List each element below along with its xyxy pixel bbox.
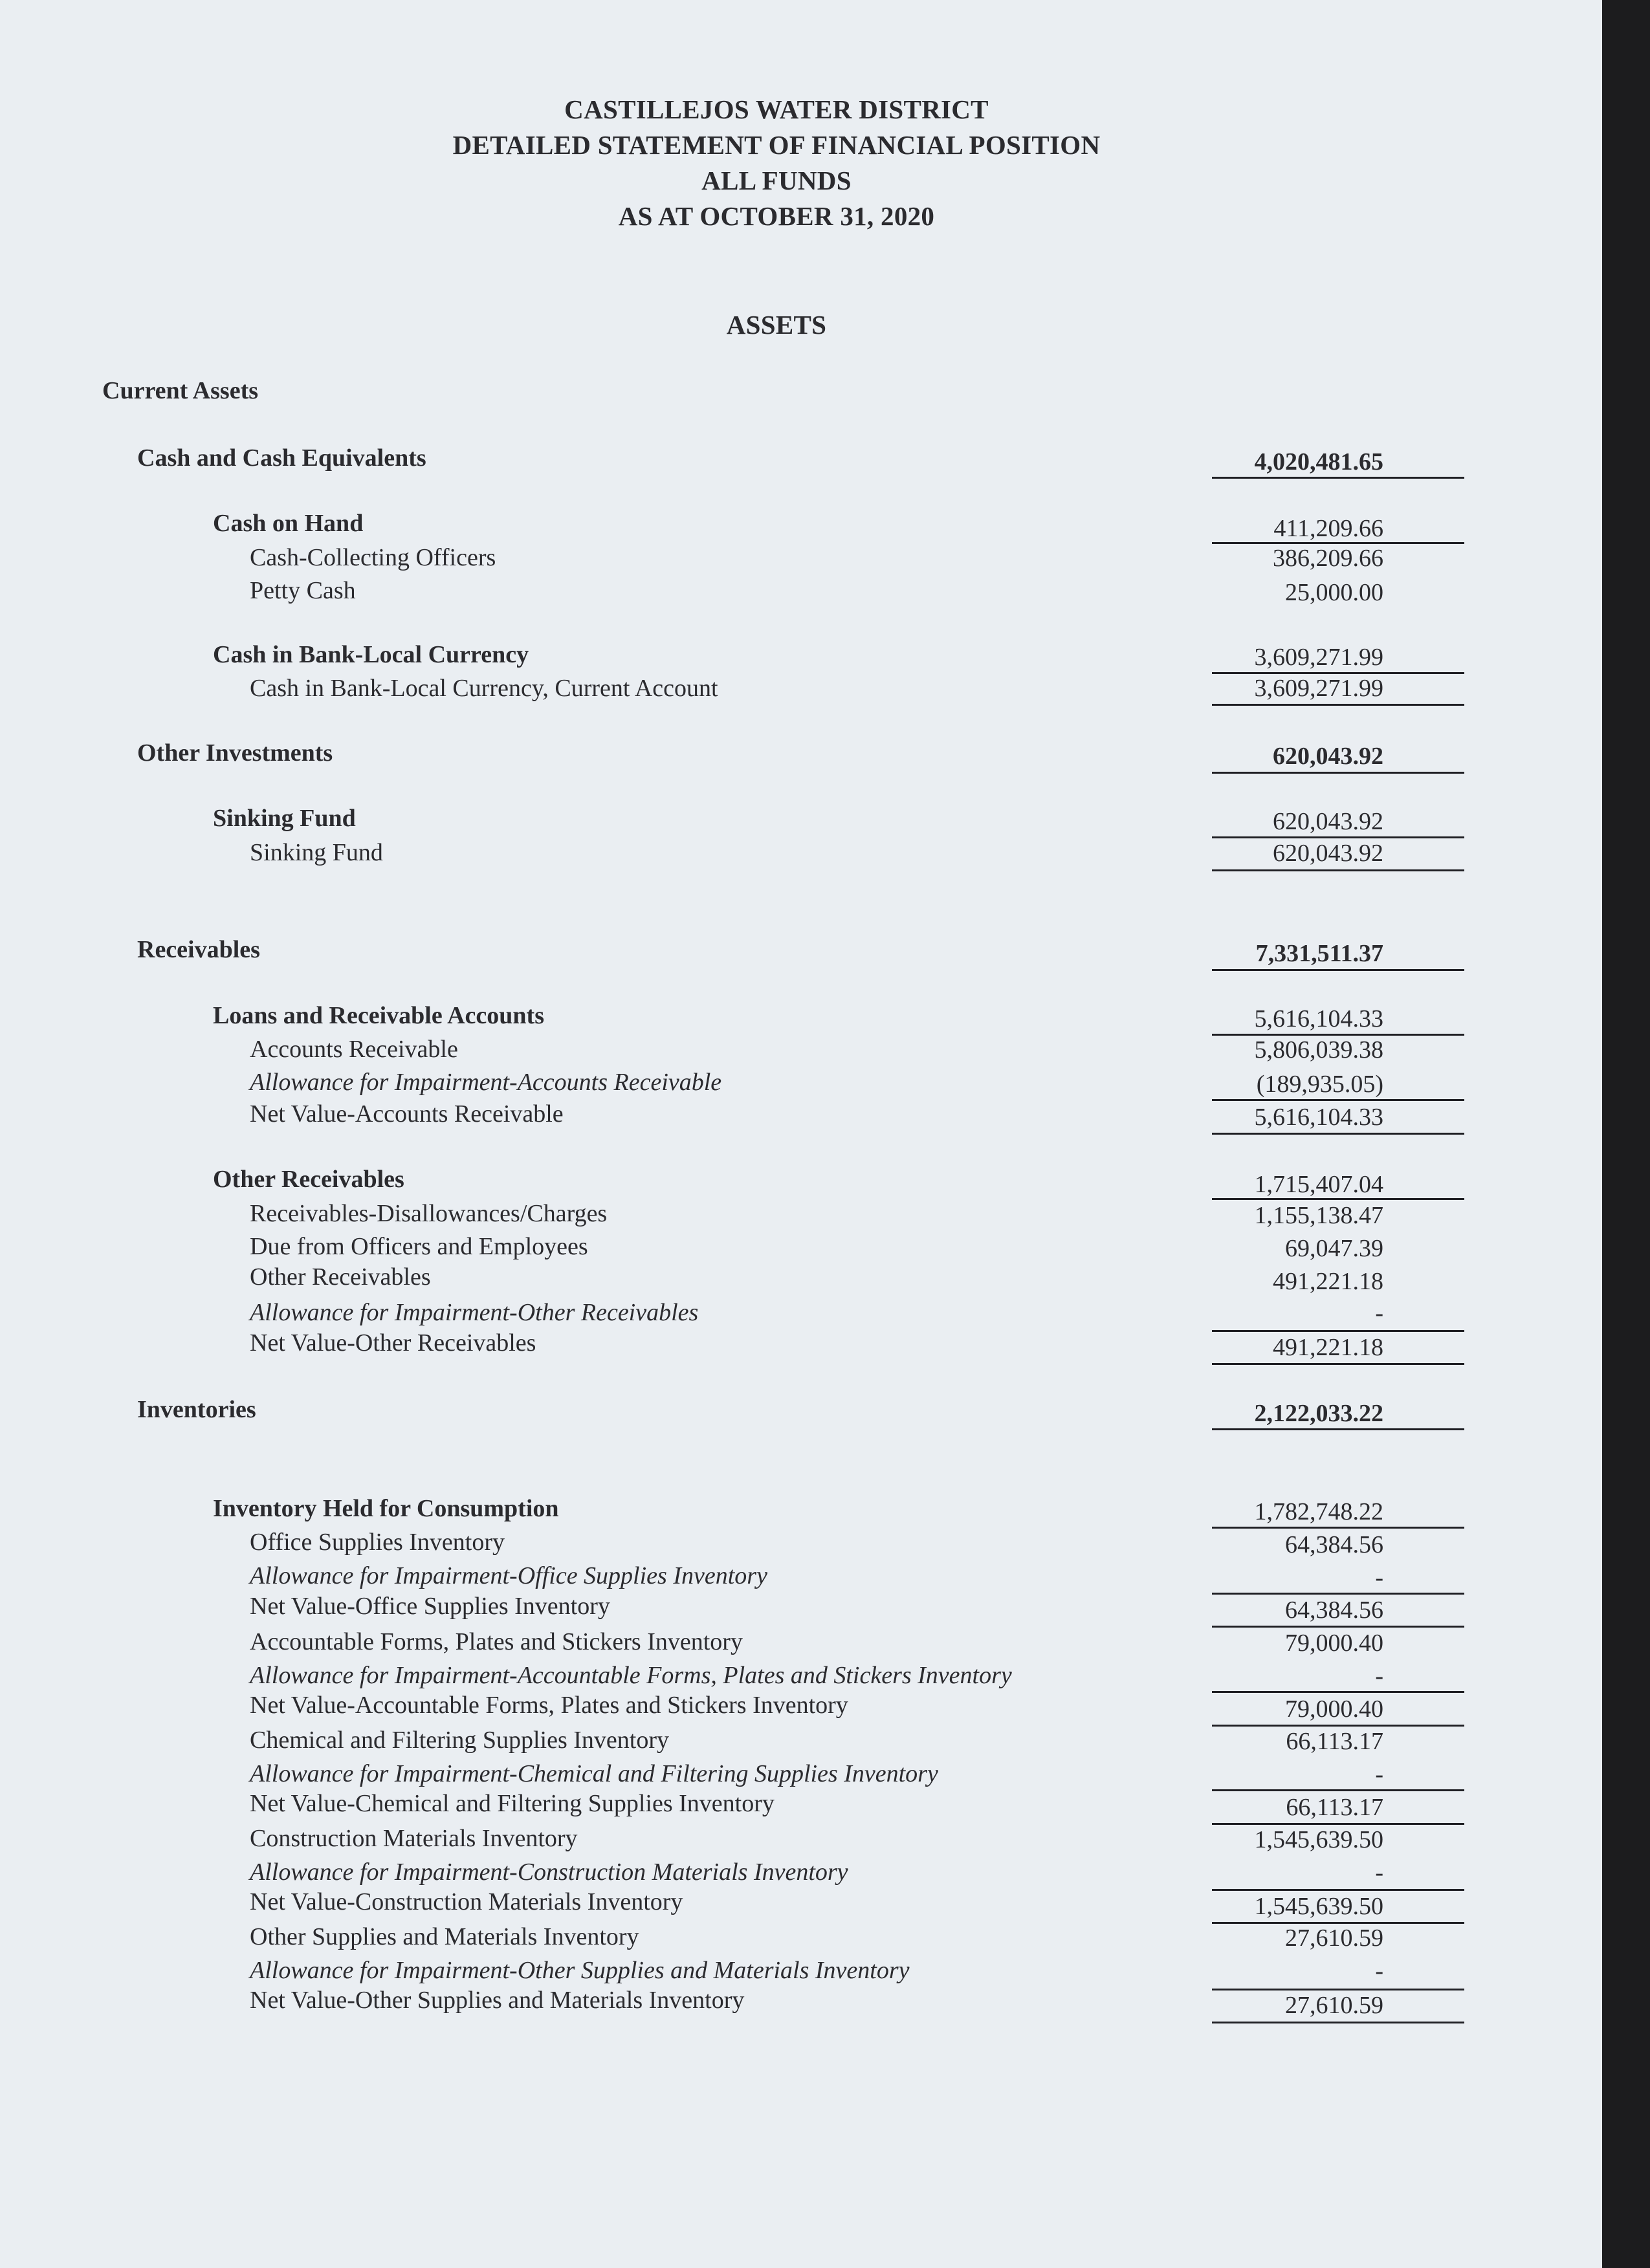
amount-sinking-fund: 620,043.92 bbox=[1273, 840, 1383, 867]
rule bbox=[1212, 1330, 1464, 1332]
amount-net-value-other-supplies: 27,610.59 bbox=[1285, 1992, 1383, 2019]
amount-allowance-other-supplies: - bbox=[1375, 1957, 1383, 1985]
amount-other-receivables: 491,221.18 bbox=[1273, 1268, 1383, 1295]
rule bbox=[1212, 2022, 1464, 2023]
heading-inventories: Inventories bbox=[137, 1396, 256, 1423]
rule bbox=[1212, 1691, 1464, 1693]
line-accounts-receivable: Accounts Receivable bbox=[250, 1036, 458, 1063]
rule bbox=[1212, 1099, 1464, 1101]
heading-cash-on-hand: Cash on Hand bbox=[213, 510, 364, 537]
amount-net-value-accountable-forms: 79,000.40 bbox=[1285, 1696, 1383, 1723]
line-allowance-other-supplies: Allowance for Impairment-Other Supplies and Materials Inventory bbox=[250, 1957, 910, 1984]
rule bbox=[1212, 1198, 1464, 1200]
line-sinking-fund: Sinking Fund bbox=[250, 839, 383, 866]
rule bbox=[1212, 1626, 1464, 1628]
header-date: AS AT OCTOBER 31, 2020 bbox=[618, 201, 935, 231]
amount-allowance-other-receivables: - bbox=[1375, 1300, 1383, 1327]
line-petty-cash: Petty Cash bbox=[250, 577, 356, 604]
amount-net-value-other-receivables: 491,221.18 bbox=[1273, 1334, 1383, 1361]
heading-cash-in-bank: Cash in Bank-Local Currency bbox=[213, 641, 529, 668]
amount-allowance-office-supplies: - bbox=[1375, 1564, 1383, 1591]
line-net-value-other-receivables: Net Value-Other Receivables bbox=[250, 1329, 536, 1357]
line-allowance-chemical-supplies: Allowance for Impairment-Chemical and Filtering Supplies Inventory bbox=[250, 1760, 938, 1787]
amount-cash-in-bank-current-account: 3,609,271.99 bbox=[1254, 675, 1383, 702]
line-accountable-forms: Accountable Forms, Plates and Stickers Inventory bbox=[250, 1628, 743, 1655]
total-receivables: 7,331,511.37 bbox=[1255, 940, 1383, 967]
amount-allowance-accountable-forms: - bbox=[1375, 1663, 1383, 1690]
line-receivables-disallowances: Receivables-Disallowances/Charges bbox=[250, 1200, 608, 1227]
amount-net-value-chemical-supplies: 66,113.17 bbox=[1286, 1794, 1383, 1821]
amount-net-value-construction-materials: 1,545,639.50 bbox=[1254, 1893, 1383, 1920]
rule bbox=[1212, 969, 1464, 971]
line-construction-materials: Construction Materials Inventory bbox=[250, 1825, 578, 1852]
total-other-investments: 620,043.92 bbox=[1273, 743, 1383, 770]
heading-sinking-fund: Sinking Fund bbox=[213, 805, 356, 832]
heading-current-assets: Current Assets bbox=[102, 377, 259, 404]
rule bbox=[1212, 704, 1464, 706]
amount-allowance-construction-materials: - bbox=[1375, 1859, 1383, 1886]
amount-chemical-supplies: 66,113.17 bbox=[1286, 1728, 1383, 1755]
heading-loans-and-receivable-accounts: Loans and Receivable Accounts bbox=[213, 1002, 544, 1029]
line-net-value-accountable-forms: Net Value-Accountable Forms, Plates and Stickers Inventory bbox=[250, 1692, 848, 1719]
rule bbox=[1212, 869, 1464, 871]
rule bbox=[1212, 1725, 1464, 1727]
line-net-value-accounts-receivable: Net Value-Accounts Receivable bbox=[250, 1100, 564, 1128]
total-cash-on-hand: 411,209.66 bbox=[1273, 515, 1383, 542]
amount-office-supplies: 64,384.56 bbox=[1285, 1531, 1383, 1558]
heading-inventory-held-for-consumption: Inventory Held for Consumption bbox=[213, 1495, 559, 1522]
heading-other-receivables: Other Receivables bbox=[213, 1166, 404, 1193]
line-due-from-officers: Due from Officers and Employees bbox=[250, 1233, 588, 1260]
total-sinking-fund: 620,043.92 bbox=[1273, 808, 1383, 835]
line-cash-in-bank-current-account: Cash in Bank-Local Currency, Current Account bbox=[250, 675, 718, 702]
rule bbox=[1212, 1363, 1464, 1365]
amount-net-value-office-supplies: 64,384.56 bbox=[1285, 1597, 1383, 1624]
amount-receivables-disallowances: 1,155,138.47 bbox=[1254, 1202, 1383, 1229]
heading-cash-and-cash-equivalents: Cash and Cash Equivalents bbox=[137, 444, 426, 472]
line-allowance-other-receivables: Allowance for Impairment-Other Receivables bbox=[250, 1299, 699, 1326]
total-loans-and-receivable-accounts: 5,616,104.33 bbox=[1254, 1005, 1383, 1032]
total-cash-and-cash-equivalents: 4,020,481.65 bbox=[1254, 448, 1383, 475]
rule bbox=[1212, 1593, 1464, 1595]
rule bbox=[1212, 1133, 1464, 1135]
line-net-value-construction-materials: Net Value-Construction Materials Inventory bbox=[250, 1888, 683, 1915]
rule bbox=[1212, 1989, 1464, 1990]
line-allowance-accountable-forms: Allowance for Impairment-Accountable Forms, Plates and Stickers Inventory bbox=[250, 1662, 1012, 1689]
total-cash-in-bank: 3,609,271.99 bbox=[1254, 644, 1383, 671]
amount-construction-materials: 1,545,639.50 bbox=[1254, 1826, 1383, 1853]
line-net-value-office-supplies: Net Value-Office Supplies Inventory bbox=[250, 1593, 610, 1620]
line-net-value-other-supplies: Net Value-Other Supplies and Materials Inventory bbox=[250, 1987, 745, 2014]
line-net-value-chemical-supplies: Net Value-Chemical and Filtering Supplies Inventory bbox=[250, 1790, 775, 1817]
rule bbox=[1212, 836, 1464, 838]
rule bbox=[1212, 772, 1464, 774]
header-funds: ALL FUNDS bbox=[701, 166, 852, 195]
scan-edge bbox=[1602, 0, 1650, 2268]
rule bbox=[1212, 1889, 1464, 1891]
rule bbox=[1212, 1428, 1464, 1430]
amount-allowance-chemical-supplies: - bbox=[1375, 1761, 1383, 1788]
line-office-supplies: Office Supplies Inventory bbox=[250, 1529, 505, 1556]
line-allowance-accounts-receivable: Allowance for Impairment-Accounts Receivable bbox=[250, 1069, 722, 1096]
rule bbox=[1212, 1789, 1464, 1791]
header-entity-name: CASTILLEJOS WATER DISTRICT bbox=[564, 94, 989, 124]
section-title-assets: ASSETS bbox=[726, 310, 827, 340]
amount-other-supplies: 27,610.59 bbox=[1285, 1925, 1383, 1952]
total-inventory-held-for-consumption: 1,782,748.22 bbox=[1254, 1498, 1383, 1525]
amount-accounts-receivable: 5,806,039.38 bbox=[1254, 1036, 1383, 1063]
line-allowance-construction-materials: Allowance for Impairment-Construction Materials Inventory bbox=[250, 1859, 848, 1886]
amount-cash-collecting-officers: 386,209.66 bbox=[1273, 545, 1383, 572]
heading-receivables: Receivables bbox=[137, 936, 260, 963]
rule bbox=[1212, 1527, 1464, 1529]
rule bbox=[1212, 1823, 1464, 1825]
line-other-receivables: Other Receivables bbox=[250, 1263, 431, 1291]
amount-allowance-accounts-receivable: (189,935.05) bbox=[1256, 1071, 1383, 1098]
total-other-receivables: 1,715,407.04 bbox=[1254, 1171, 1383, 1198]
amount-petty-cash: 25,000.00 bbox=[1285, 579, 1383, 606]
rule bbox=[1212, 477, 1464, 479]
amount-accountable-forms: 79,000.40 bbox=[1285, 1630, 1383, 1657]
line-cash-collecting-officers: Cash-Collecting Officers bbox=[250, 544, 496, 571]
amount-due-from-officers: 69,047.39 bbox=[1285, 1235, 1383, 1262]
line-chemical-supplies: Chemical and Filtering Supplies Inventory bbox=[250, 1727, 670, 1754]
heading-other-investments: Other Investments bbox=[137, 739, 333, 767]
header-statement-title: DETAILED STATEMENT OF FINANCIAL POSITION bbox=[452, 130, 1101, 160]
total-inventories: 2,122,033.22 bbox=[1254, 1400, 1383, 1427]
amount-net-value-accounts-receivable: 5,616,104.33 bbox=[1254, 1104, 1383, 1131]
line-other-supplies: Other Supplies and Materials Inventory bbox=[250, 1923, 639, 1950]
line-allowance-office-supplies: Allowance for Impairment-Office Supplies Inventory bbox=[250, 1562, 767, 1589]
